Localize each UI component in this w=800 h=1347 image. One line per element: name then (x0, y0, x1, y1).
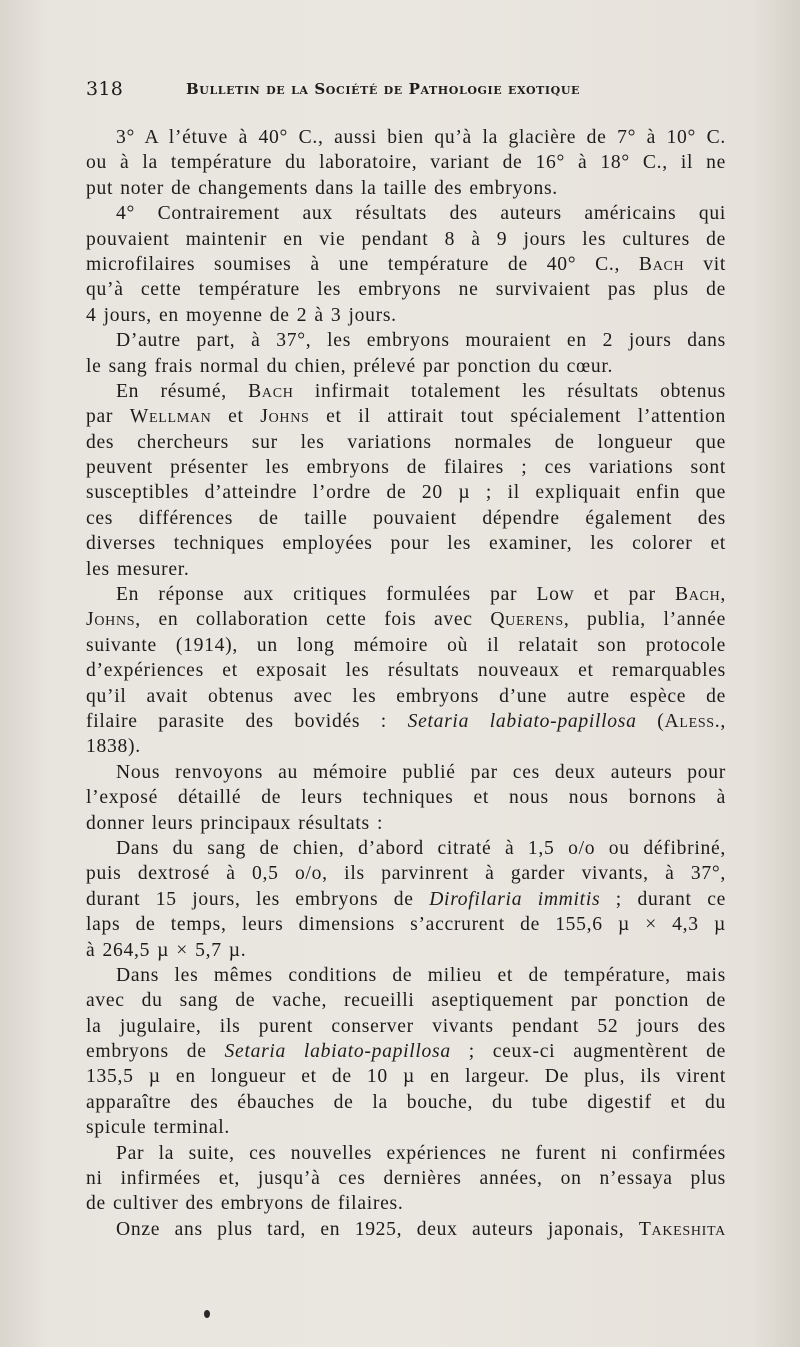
text-segment: vit (684, 253, 726, 275)
page-number: 318 (86, 78, 124, 100)
author-name: Querens (490, 609, 564, 631)
text-segment: et (211, 406, 261, 428)
text-line (86, 455, 726, 480)
text-line (86, 328, 726, 353)
species-name: Dirofilaria immitis (429, 888, 601, 910)
text-line (86, 354, 726, 379)
text-line (86, 836, 726, 861)
text-segment: filaire parasite des bovidés : (86, 710, 408, 732)
text-segment: ; durant ce (600, 888, 726, 910)
author-name: Bach (638, 253, 685, 275)
text-segment: puis dextrosé à 0,5 o/o, ils parvinrent à garder vivants, à 37°, (86, 863, 726, 885)
text-line (86, 430, 726, 455)
text-segment: l’exposé détaillé de leurs techniques et nous nous bornons à (86, 787, 726, 809)
text-segment: les mesurer. (86, 558, 190, 580)
author-name: Aless. (664, 710, 721, 732)
text-segment: , publia, l’année (563, 609, 726, 631)
text-segment: pouvaient maintenir en vie pendant 8 à 9 jours les cultures de (86, 228, 726, 250)
text-line (86, 658, 726, 683)
text-line (86, 252, 726, 277)
text-segment: 135,5 µ en longueur et de 10 µ en largeur. De plus, ils virent (86, 1066, 726, 1088)
text-segment: de cultiver des embryons de filaires. (86, 1193, 404, 1215)
text-segment: apparaître des ébauches de la bouche, du tube digestif et du (86, 1091, 726, 1113)
text-line (86, 125, 726, 150)
text-line (86, 938, 726, 963)
text-segment: qu’il avait obtenus avec les embryons d’une autre espèce de (86, 685, 726, 707)
text-segment: 3° A l’étuve à 40° C., aussi bien qu’à la glacière de 7° à 10° C. (116, 127, 726, 148)
text-segment: et il attirait tout spécialement l’attention (309, 406, 726, 428)
text-segment: spicule terminal. (86, 1117, 230, 1139)
text-segment: 1838). (86, 736, 141, 758)
text-segment: ou à la température du laboratoire, variant de 16° à 18° C., il ne (86, 152, 726, 174)
page-header (86, 76, 646, 102)
text-segment: d’expériences et exposait les résultats nouveaux et remarquables (86, 660, 726, 682)
author-name: Takeshita (638, 1218, 726, 1240)
text-segment: D’autre part, à 37°, les embryons mouraient en 2 jours dans (116, 330, 726, 352)
text-line (86, 531, 726, 556)
author-name: Bach (248, 380, 294, 402)
text-segment: Dans les mêmes conditions de milieu et de température, mais (116, 964, 726, 986)
text-line (86, 582, 726, 607)
text-segment: ( (636, 710, 665, 732)
text-line (86, 176, 726, 201)
text-segment: , en collaboration cette fois avec (135, 609, 491, 631)
species-name: Setaria labiato-papillosa (407, 710, 637, 732)
text-line (86, 506, 726, 531)
author-name: Bach (674, 584, 721, 606)
text-segment: embryons de (86, 1041, 225, 1063)
text-segment: Onze ans plus tard, en 1925, deux auteurs japonais, (116, 1218, 639, 1240)
text-line (86, 303, 726, 328)
species-name: Setaria labiato-papillosa (224, 1041, 451, 1063)
text-segment: En résumé, (116, 380, 249, 402)
text-line (86, 1166, 726, 1191)
text-line (86, 963, 726, 988)
text-line (86, 607, 726, 632)
text-line (86, 480, 726, 505)
text-line (86, 277, 726, 302)
text-line (86, 150, 726, 175)
author-name: Wellman (129, 406, 212, 428)
text-segment: le sang frais normal du chien, prélevé par ponction du cœur. (86, 355, 614, 377)
running-title: Bulletin de la Société de Pathologie exotique (186, 80, 581, 98)
text-line (86, 379, 726, 404)
text-line (86, 684, 726, 709)
text-segment: ni infirmées et, jusqu’à ces dernières années, on n’essaya plus (86, 1168, 726, 1190)
author-name: Johns (260, 406, 310, 428)
text-line (86, 1217, 726, 1242)
text-line (86, 709, 726, 734)
text-segment: Par la suite, ces nouvelles expériences ne furent ni confirmées (116, 1142, 726, 1164)
text-segment: 4 jours, en moyenne de 2 à 3 jours. (86, 304, 397, 326)
text-segment: ces différences de taille pouvaient dépendre également des (86, 507, 726, 529)
text-segment: des chercheurs sur les variations normales de longueur que (86, 431, 726, 453)
text-segment: Dans du sang de chien, d’abord citraté à 1,5 o/o ou défibriné, (116, 837, 726, 859)
text-line (86, 1115, 726, 1140)
text-line (86, 201, 726, 226)
text-segment: donner leurs principaux résultats : (86, 812, 384, 834)
text-line (86, 988, 726, 1013)
text-line (86, 1064, 726, 1089)
text-segment: ; ceux-ci augmentèrent de (450, 1041, 726, 1063)
text-line (86, 811, 726, 836)
text-segment: peuvent présenter les embryons de filaires ; ces variations sont (86, 457, 726, 479)
text-segment: 4° Contrairement aux résultats des auteurs américains qui (116, 203, 726, 225)
text-line (86, 1014, 726, 1039)
text-line (86, 734, 726, 759)
text-segment: En réponse aux critiques formulées par Low et par (116, 584, 675, 606)
text-segment: diverses techniques employées pour les examiner, les colorer et (86, 533, 726, 555)
text-line (86, 1039, 726, 1064)
text-line (86, 633, 726, 658)
text-segment: microfilaires soumises à une température de 40° C., (86, 253, 639, 275)
text-segment: durant 15 jours, les embryons de (86, 888, 430, 910)
text-line (86, 887, 726, 912)
body-text (86, 125, 726, 1242)
text-line (86, 227, 726, 252)
text-segment: avec du sang de vache, recueilli aseptiquement par ponction de (86, 990, 726, 1012)
text-line (86, 404, 726, 429)
text-line (86, 1141, 726, 1166)
text-segment: infirmait totalement les résultats obtenus (293, 380, 726, 402)
text-line (86, 760, 726, 785)
text-segment: , (720, 710, 727, 732)
text-segment: par (86, 406, 130, 428)
text-line (86, 785, 726, 810)
text-segment: laps de temps, leurs dimensions s’accrurent de 155,6 µ × 4,3 µ (86, 914, 726, 936)
ink-spot (204, 1310, 210, 1318)
text-line (86, 1191, 726, 1216)
text-line (86, 1090, 726, 1115)
text-line (86, 861, 726, 886)
text-line (86, 912, 726, 937)
text-segment: qu’à cette température les embryons ne survivaient pas plus de (86, 279, 726, 301)
text-segment: la jugulaire, ils purent conserver vivants pendant 52 jours des (86, 1015, 726, 1037)
text-segment: susceptibles d’atteindre l’ordre de 20 µ ; il expliquait enfin que (86, 482, 726, 504)
text-segment: suivante (1914), un long mémoire où il relatait son protocole (86, 634, 726, 656)
text-segment: , (720, 584, 726, 606)
author-name: Johns (86, 609, 136, 631)
text-line (86, 557, 726, 582)
text-segment: Nous renvoyons au mémoire publié par ces deux auteurs pour (116, 761, 726, 783)
text-segment: put noter de changements dans la taille des embryons. (86, 177, 558, 199)
text-segment: à 264,5 µ × 5,7 µ. (86, 939, 247, 961)
